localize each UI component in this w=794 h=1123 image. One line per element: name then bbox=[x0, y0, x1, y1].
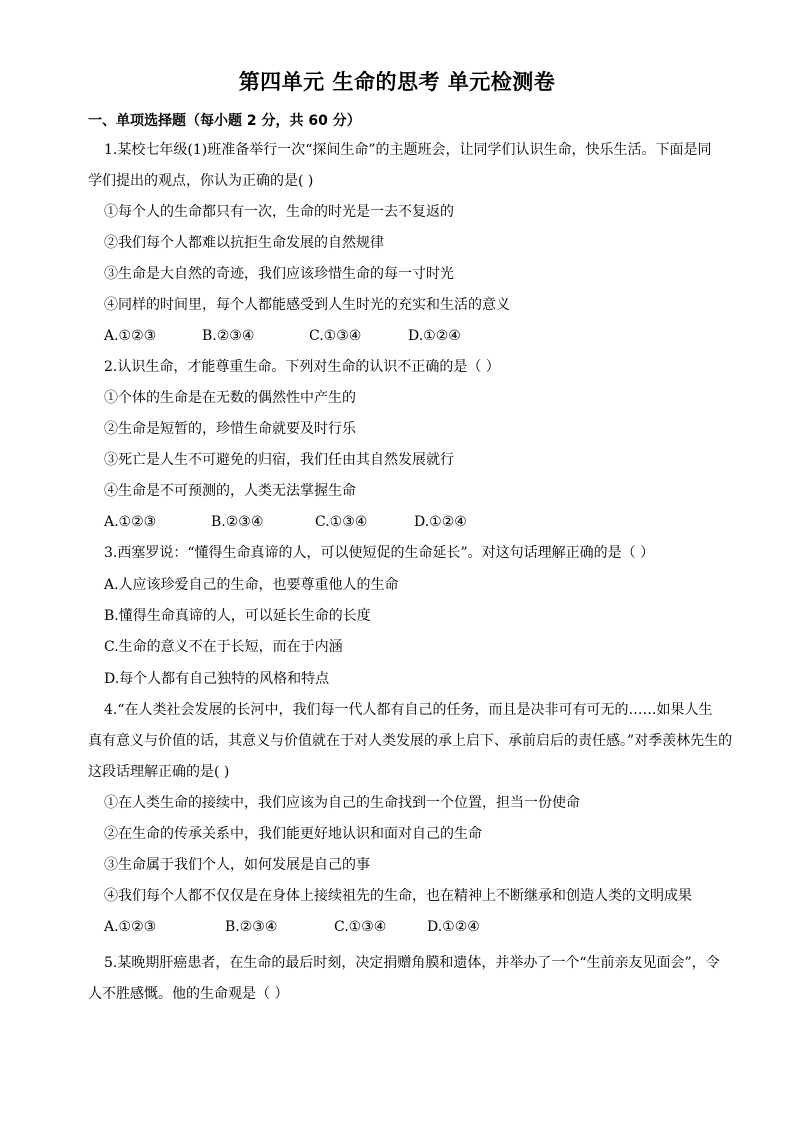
question-5-text: 5.某晚期肝癌患者，在生命的最后时刻，决定捐赠角膜和遗体，并举办了一个“生前亲友见面会”，令 bbox=[104, 955, 720, 971]
question-3-option: A.人应该珍爱自己的生命，也要尊重他人的生命 bbox=[104, 577, 399, 593]
choice-b: B.②③④ bbox=[202, 328, 255, 344]
section-heading: 一、单项选择题（每小题 2 分，共 60 分） bbox=[88, 113, 361, 129]
choice-a: A.①②③ bbox=[104, 328, 157, 344]
page-title: 第四单元 生命的思考 单元检测卷 bbox=[238, 70, 556, 94]
question-1-text: 1.某校七年级(1)班准备举行一次“探间生命”的主题班会，让同学们认识生命，快乐生活。下面是同 bbox=[104, 142, 712, 158]
question-3-option: C.生命的意义不在于长短，而在于内涵 bbox=[104, 639, 343, 655]
choice-d: D.①②④ bbox=[427, 919, 480, 935]
question-4-option: ①在人类生命的接续中，我们应该为自己的生命找到一个位置，担当一份使命 bbox=[104, 795, 580, 811]
question-1-option: ③生命是大自然的奇迹，我们应该珍惜生命的每一寸时光 bbox=[104, 266, 454, 282]
question-4-text-cont: 真有意义与价值的话，其意义与价值就在于对人类发展的承上启下、承前启后的责任感。”对季羡林先生的 bbox=[88, 733, 733, 749]
choice-b: B.②③④ bbox=[225, 919, 278, 935]
question-2-option: ②生命是短暂的，珍惜生命就要及时行乐 bbox=[104, 421, 356, 437]
question-4-option: ④我们每个人都不仅仅是在身体上接续祖先的生命，也在精神上不断继承和创造人类的文明成果 bbox=[104, 888, 692, 904]
question-5-text-cont: 人不胜感慨。他的生命观是（ ） bbox=[88, 986, 289, 1002]
question-3-option: D.每个人都有自己独特的风格和特点 bbox=[104, 671, 330, 687]
question-4-text: 4.“在人类社会发展的长河中，我们每一代人都有自己的任务，而且是决非可有可无的……如果人生 bbox=[104, 702, 713, 718]
choice-d: D.①②④ bbox=[414, 514, 467, 530]
question-2-option: ①个体的生命是在无数的偶然性中产生的 bbox=[104, 390, 356, 406]
question-3-option: B.懂得生命真谛的人，可以延长生命的长度 bbox=[104, 608, 371, 624]
question-4-option: ③生命属于我们个人，如何发展是自己的事 bbox=[104, 857, 370, 873]
choice-b: B.②③④ bbox=[211, 514, 264, 530]
question-3-text: 3.西塞罗说：“懂得生命真谛的人，可以使短促的生命延长”。对这句话理解正确的是（ ） bbox=[104, 545, 655, 561]
choice-c: C.①③④ bbox=[309, 328, 362, 344]
choice-a: A.①②③ bbox=[104, 919, 157, 935]
choice-a: A.①②③ bbox=[104, 514, 157, 530]
question-1-option: ①每个人的生命都只有一次，生命的时光是一去不复返的 bbox=[104, 204, 454, 220]
question-1-option: ②我们每个人都难以抗拒生命发展的自然规律 bbox=[104, 235, 384, 251]
question-2-option: ④生命是不可预测的，人类无法掌握生命 bbox=[104, 483, 356, 499]
question-2-option: ③死亡是人生不可避免的归宿，我们任由其自然发展就行 bbox=[104, 452, 454, 468]
choice-d: D.①②④ bbox=[408, 328, 461, 344]
choice-c: C.①③④ bbox=[334, 919, 387, 935]
question-2-text: 2.认识生命，才能尊重生命。下列对生命的认识不正确的是（ ） bbox=[104, 359, 500, 375]
question-1-option: ④同样的时间里，每个人都能感受到人生时光的充实和生活的意义 bbox=[104, 297, 510, 313]
question-4-text-cont: 这段话理解正确的是( ) bbox=[88, 764, 230, 780]
choice-c: C.①③④ bbox=[315, 514, 368, 530]
question-1-text-cont: 学们提出的观点，你认为正确的是( ) bbox=[88, 173, 314, 189]
question-4-option: ②在生命的传承关系中，我们能更好地认识和面对自己的生命 bbox=[104, 826, 482, 842]
